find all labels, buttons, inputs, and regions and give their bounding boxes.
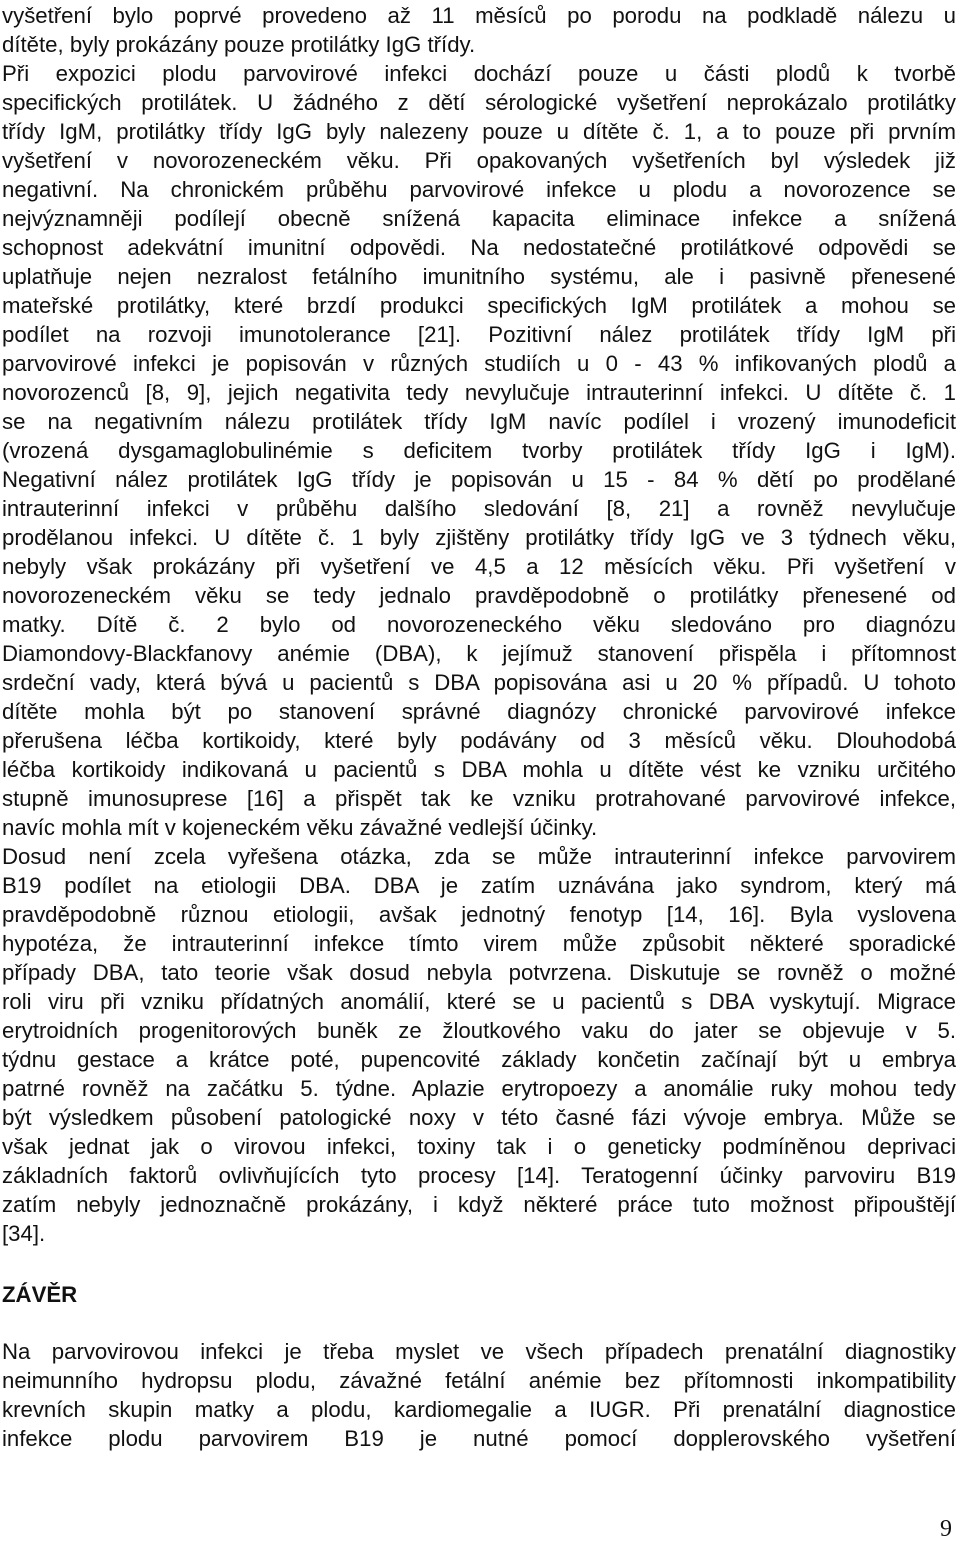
section-heading: ZÁVĚR (2, 1282, 78, 1307)
text-line: Dosud není zcela vyřešena otázka, zda se může intrauterinní infekce parvovirem (2, 844, 956, 869)
text-line: matky. Dítě č. 2 bylo od novorozeneckého věku sledováno pro diagnózu (2, 612, 956, 637)
text-line: srdeční vady, která bývá u pacientů s DBA popisována asi u 20 % případů. U tohoto (2, 670, 956, 695)
text-line: být výsledkem působení patologické noxy v této časné fázi vývoje embrya. Může se (2, 1105, 956, 1130)
text-line: však jednat jak o virovou infekci, toxiny tak i o geneticky podmíněnou deprivaci (2, 1134, 956, 1159)
text-line: vyšetření bylo poprvé provedeno až 11 měsíců po porodu na podkladě nálezu u (2, 3, 956, 28)
text-line: neimunního hydropsu plodu, závažné fetální anémie bez přítomnosti inkompatibility (2, 1368, 956, 1393)
text-line: nebyly však prokázány při vyšetření ve 4,5 a 12 měsících věku. Při vyšetření v (2, 554, 956, 579)
text-line: erytroidních progenitorových buněk ze žloutkového vaku do jater se objevuje v 5. (2, 1018, 956, 1043)
text-line: infekce plodu parvovirem B19 je nutné pomocí dopplerovského vyšetření (2, 1426, 956, 1451)
text-line: dítěte mohla být po stanovení správné diagnózy chronické parvovirové infekce (2, 699, 956, 724)
text-line: třídy IgM, protilátky třídy IgG byly nalezeny pouze u dítěte č. 1, a to pouze při prvním (2, 119, 956, 144)
text-line: negativní. Na chronickém průběhu parvovirové infekce u plodu a novorozence se (2, 177, 956, 202)
text-line: Při expozici plodu parvovirové infekci dochází pouze u části plodů k tvorbě (2, 61, 956, 86)
text-line: se na negativním nálezu protilátek třídy IgM navíc podílel i vrozený imunodeficit (2, 409, 956, 434)
text-line: léčba kortikoidy indikovaná u pacientů s DBA mohla u dítěte vést ke vzniku určitého (2, 757, 956, 782)
conclusion-text (2, 1337, 956, 1453)
text-line: B19 podílet na etiologii DBA. DBA je zatím uznávána jako syndrom, který má (2, 873, 956, 898)
text-line: vyšetření v novorozeneckém věku. Při opakovaných vyšetřeních byl výsledek již (2, 148, 956, 173)
page-number: 9 (940, 1516, 952, 1542)
text-line: hypotéza, že intrauterinní infekce tímto virem může způsobit některé sporadické (2, 931, 956, 956)
text-line: novorozeneckém věku se tedy jednalo pravděpodobně o protilátky přenesené od (2, 583, 956, 608)
text-line: Negativní nález protilátek IgG třídy je popisován u 15 - 84 % dětí po prodělané (2, 467, 956, 492)
text-line: specifických protilátek. U žádného z dětí sérologické vyšetření neprokázalo protilátky (2, 90, 956, 115)
text-line: roli viru při vzniku přídatných anomálií, které se u pacientů s DBA vyskytují. Migrace (2, 989, 956, 1014)
text-line: prodělanou infekci. U dítěte č. 1 byly zjištěny protilátky třídy IgG ve 3 týdnech věku, (2, 525, 956, 550)
text-line: navíc mohla mít v kojeneckém věku závažné vedlejší účinky. (2, 815, 598, 840)
text-line: (vrozená dysgamaglobulinémie s deficitem tvorby protilátek třídy IgG i IgM). (2, 438, 956, 463)
text-line: patrné rovněž na začátku 5. týdne. Aplazie erytropoezy a anomálie ruky mohou tedy (2, 1076, 956, 1101)
text-line: novorozenců [8, 9], jejich negativita tedy nevylučuje intrauterinní infekci. U dítěte č. 1 (2, 380, 956, 405)
text-line: mateřské protilátky, které brzdí produkci specifických IgM protilátek a mohou se (2, 293, 956, 318)
text-line: Na parvovirovou infekci je třeba myslet ve všech případech prenatální diagnostiky (2, 1339, 956, 1364)
text-line: dítěte, byly prokázány pouze protilátky IgG třídy. (2, 32, 476, 57)
text-line: pravděpodobně různou etiologii, avšak jednotný fenotyp [14, 16]. Byla vyslovena (2, 902, 956, 927)
text-line: krevních skupin matky a plodu, kardiomegalie a IUGR. Při prenatální diagnostice (2, 1397, 956, 1422)
discussion-text (2, 1, 956, 1248)
text-line: případy DBA, tato teorie však dosud nebyla potvrzena. Diskutuje se rovněž o možné (2, 960, 956, 985)
text-line: [34]. (2, 1221, 46, 1246)
text-line: uplatňuje nejen nezralost fetálního imunitního systému, ale i pasivně přenesené (2, 264, 956, 289)
text-line: zatím nebyly jednoznačně prokázány, i když některé práce tuto možnost připouštějí (2, 1192, 956, 1217)
text-line: intrauterinní infekci v průběhu dalšího sledování [8, 21] a rovněž nevylučuje (2, 496, 956, 521)
text-line: Diamondovy-Blackfanovy anémie (DBA), k jejímuž stanovení přispěla i přítomnost (2, 641, 956, 666)
text-line: nejvýznamněji podílejí obecně snížená kapacita eliminace infekce a snížená (2, 206, 956, 231)
text-line: podílet na rozvoji imunotolerance [21]. Pozitivní nález protilátek třídy IgM při (2, 322, 956, 347)
text-line: parvovirové infekci je popisován v různých studiích u 0 - 43 % infikovaných plodů a (2, 351, 956, 376)
text-line: týdnu gestace a krátce poté, pupencovité základy končetin začínají být u embrya (2, 1047, 956, 1072)
text-line: přerušena léčba kortikoidy, které byly podávány od 3 měsíců věku. Dlouhodobá (2, 728, 956, 753)
text-line: stupně imunosuprese [16] a přispět tak ke vzniku protrahované parvovirové infekce, (2, 786, 956, 811)
text-line: základních faktorů ovlivňujících tyto procesy [14]. Teratogenní účinky parvoviru B19 (2, 1163, 956, 1188)
text-line: schopnost adekvátní imunitní odpovědi. Na nedostatečné protilátkové odpovědi se (2, 235, 956, 260)
